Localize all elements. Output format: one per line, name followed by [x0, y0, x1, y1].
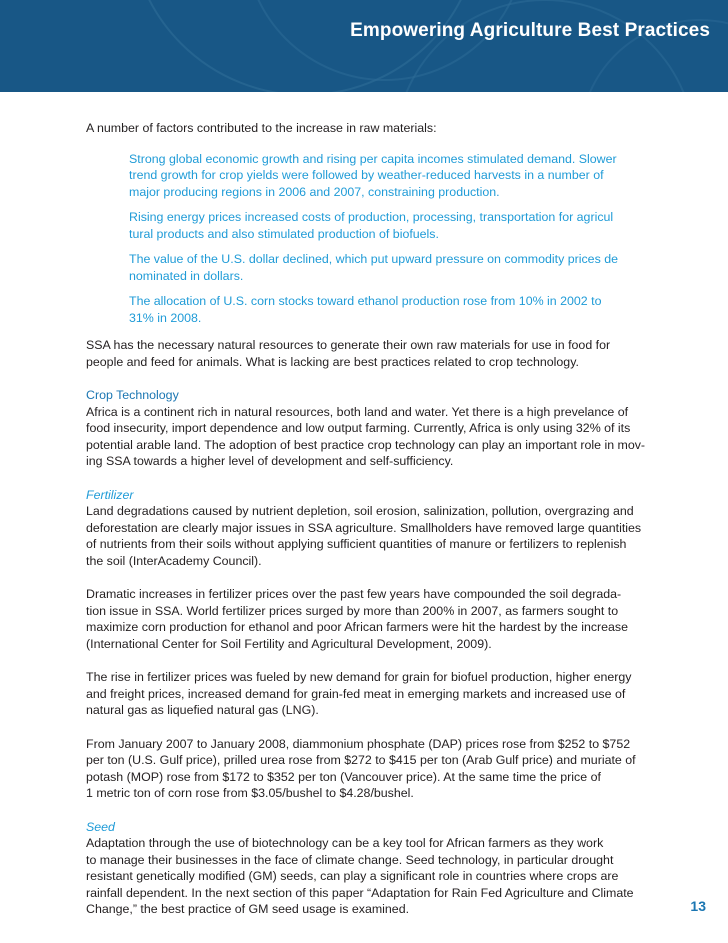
text-line: per ton (U.S. Gulf price), prilled urea rose from $272 to $415 per ton (Arab Gulf price) and muriate of: [86, 753, 636, 767]
text-line: people and feed for animals. What is lacking are best practices related to crop technology.: [86, 354, 579, 369]
text-line: and freight prices, increased demand for grain-fed meat in emerging markets and increased use of: [86, 686, 626, 701]
seed-section: [86, 819, 646, 918]
fertilizer-paragraph-4: [86, 736, 646, 802]
text-line: Rising energy prices increased costs of production, processing, transportation for agricul: [129, 210, 614, 224]
text-line: natural gas as liquefied natural gas (LNG).: [86, 703, 319, 717]
text-line: 1 metric ton of corn rose from $3.05/bushel to $4.28/bushel.: [86, 786, 414, 800]
ssa-paragraph: [86, 337, 646, 370]
text-line: Dramatic increases in fertilizer prices over the past few years have compounded the soil degrada-: [86, 587, 622, 601]
text-line: food insecurity, import dependence and low output farming. Currently, Africa is only using 32% of its: [86, 421, 631, 435]
text-line: Strong global economic growth and rising per capita incomes stimulated demand. Slower: [129, 151, 617, 166]
fertilizer-paragraph-1: [86, 487, 646, 570]
text-line: tural products and also stimulated production of biofuels.: [129, 226, 439, 241]
fertilizer-paragraph-2: [86, 586, 646, 652]
text-line: trend growth for crop yields were followed by weather-reduced harvests in a number of: [129, 168, 604, 182]
text-line: potential arable land. The adoption of best practice crop technology can play an important role in mov-: [86, 437, 646, 452]
factor-item: [129, 293, 646, 326]
text-line: maximize corn production for ethanol and poor African farmers were hit the hardest by the increase: [86, 620, 629, 634]
factor-item: [129, 209, 646, 242]
seed-heading: Seed: [86, 819, 115, 834]
decorative-arcs: [0, 0, 728, 92]
text-line: nominated in dollars.: [129, 268, 244, 283]
text-line: Change,” the best practice of GM seed usage is examined.: [86, 902, 410, 916]
factor-item: [129, 251, 646, 284]
page-header-title: Empowering Agriculture Best Practices: [350, 20, 710, 41]
text-line: of nutrients from their soils without applying sufficient quantities of manure or fertilizers to replenish: [86, 537, 627, 551]
text-line: The value of the U.S. dollar declined, which put upward pressure on commodity prices de: [129, 252, 618, 266]
factor-list: [129, 151, 646, 327]
text-line: the soil (InterAcademy Council).: [86, 553, 262, 568]
fertilizer-heading: Fertilizer: [86, 487, 134, 502]
text-line: resistant genetically modified (GM) seeds, can play a significant role in countries where crops are: [86, 869, 619, 883]
document-body: [86, 120, 646, 935]
page-number: 13: [690, 898, 706, 914]
text-line: ing SSA towards a higher level of development and self-sufficiency.: [86, 454, 454, 468]
intro-text: A number of factors contributed to the increase in raw materials:: [86, 121, 437, 135]
text-line: major producing regions in 2006 and 2007, constraining production.: [129, 184, 500, 199]
text-line: potash (MOP) rose from $172 to $352 per ton (Vancouver price). At the same time the price of: [86, 769, 601, 784]
factor-item: [129, 151, 646, 201]
crop-technology-section: [86, 387, 646, 470]
text-line: The rise in fertilizer prices was fueled by new demand for grain for biofuel production, higher energy: [86, 670, 632, 684]
text-line: The allocation of U.S. corn stocks toward ethanol production rose from 10% in 2002 to: [129, 294, 602, 308]
text-line: 31% in 2008.: [129, 310, 202, 325]
text-line: (International Center for Soil Fertility and Agricultural Development, 2009).: [86, 636, 492, 651]
text-line: Adaptation through the use of biotechnology can be a key tool for African farmers as they work: [86, 836, 604, 850]
text-line: to manage their businesses in the face of climate change. Seed technology, in particular drought: [86, 852, 614, 867]
header-banner: [0, 0, 728, 92]
text-line: deforestation are clearly major issues in SSA agriculture. Smallholders have removed large quantities: [86, 520, 642, 535]
text-line: rainfall dependent. In the next section of this paper “Adaptation for Rain Fed Agriculture and Climate: [86, 885, 634, 900]
text-line: From January 2007 to January 2008, diammonium phosphate (DAP) prices rose from $252 to $752: [86, 736, 631, 751]
text-line: tion issue in SSA. World fertilizer prices surged by more than 200% in 2007, as farmers sought to: [86, 603, 619, 618]
text-line: Africa is a continent rich in natural resources, both land and water. Yet there is a high prevelance of: [86, 404, 629, 419]
fertilizer-paragraph-3: [86, 669, 646, 719]
crop-technology-heading: Crop Technology: [86, 388, 179, 402]
text-line: SSA has the necessary natural resources to generate their own raw materials for use in food for: [86, 338, 611, 352]
text-line: Land degradations caused by nutrient depletion, soil erosion, salinization, pollution, overgrazing and: [86, 504, 634, 518]
